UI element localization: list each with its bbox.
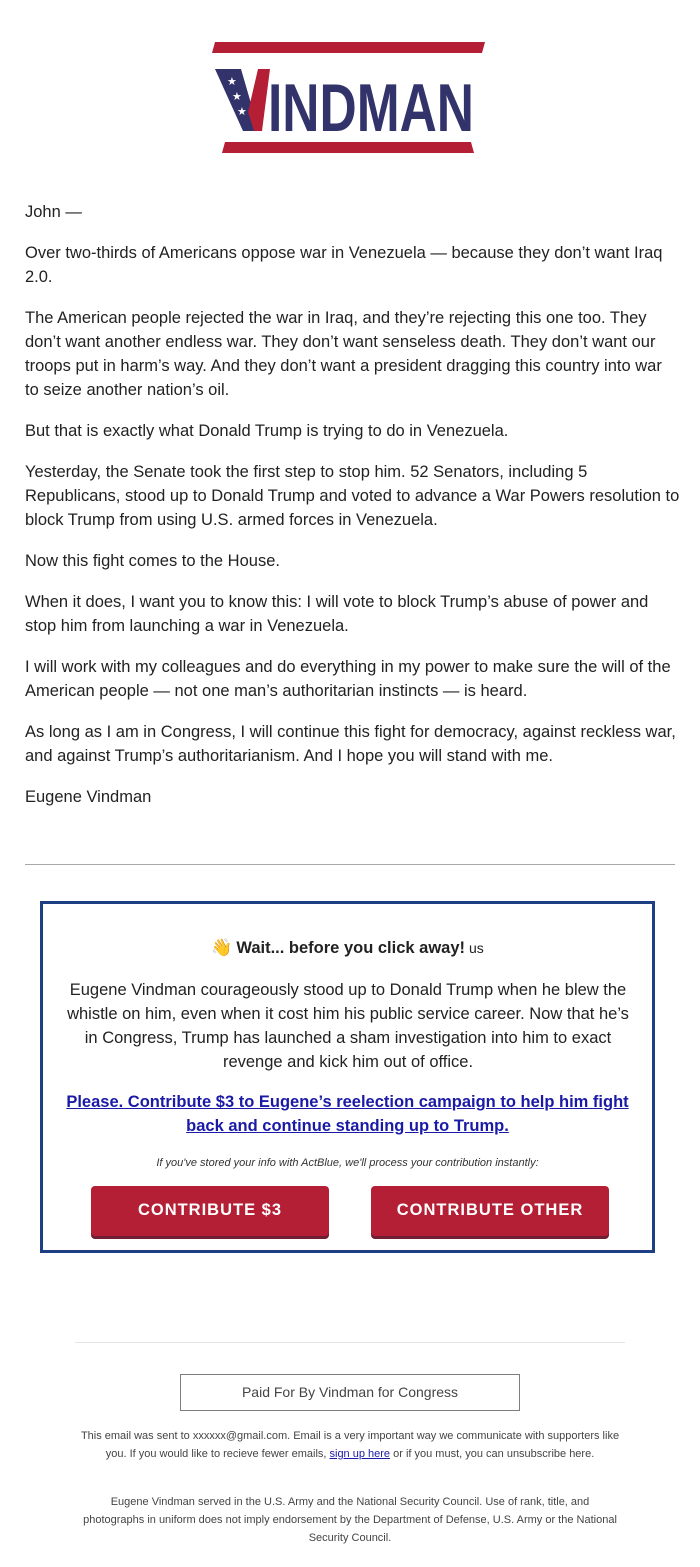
star-icon: ★ (227, 75, 237, 88)
logo-header (0, 40, 700, 160)
letter-body (25, 200, 680, 826)
footer-disclaimer: Eugene Vindman served in the U.S. Army and the National Security Council. Use of rank, title, and photographs in uniform does not imply endorsement by the Department of Defense, U.S. Army or the National Security Council. (83, 1496, 617, 1544)
star-icon: ★ (237, 105, 247, 118)
paid-for-box: Paid For By Vindman for Congress (180, 1374, 520, 1411)
footer-email-notice (80, 1427, 620, 1463)
letter-paragraph: I will work with my colleagues and do everything in my power to make sure the will of the American people — not one man’s authoritarian instincts — is heard. (25, 658, 671, 700)
donate-heading-text: Wait... before you click away! (236, 939, 465, 957)
greeting: John — (25, 203, 82, 221)
letter-paragraph: Now this fight comes to the House. (25, 552, 280, 570)
letter-paragraph: The American people rejected the war in Iraq, and they’re rejecting this one too. They don’t want another endless war. They don’t want senseless death. They don’t want our troops put in harm’s way. And they don’t want a president dragging this country into war to seize another nation’s oil. (25, 309, 662, 399)
logo-wordmark: INDMAN (268, 70, 474, 146)
footer-sent-to-suffix: or if you must, you can unsubscribe here. (390, 1448, 595, 1460)
star-icon: ★ (232, 90, 242, 103)
letter-paragraph: Over two-thirds of Americans oppose war in Venezuela — because they don’t want Iraq 2.0. (25, 244, 663, 286)
actblue-note: If you've stored your info with ActBlue, we'll process your contribution instantly: (156, 1157, 539, 1169)
donate-box (40, 901, 655, 1253)
vindman-logo (212, 40, 488, 155)
donate-body-text: Eugene Vindman courageously stood up to Donald Trump when he blew the whistle on him, even when it cost him his public service career. Now that he’s in Congress, Trump has launched a sham investigation into him to exact revenge and kick him out of office. (67, 981, 629, 1071)
donate-heading-suffix: us (469, 940, 484, 956)
letter-paragraph: As long as I am in Congress, I will continue this fight for democracy, against reckless war, and against Trump’s authoritarianism. And I hope you will stand with me. (25, 723, 676, 765)
contribute-link[interactable]: Please. Contribute $3 to Eugene’s reelection campaign to help him fight back and continue standing up to Trump. (66, 1093, 629, 1135)
section-divider (25, 864, 675, 865)
logo-top-stripe (212, 42, 485, 53)
logo-v-right-arm (248, 69, 270, 131)
signature: Eugene Vindman (25, 788, 152, 806)
footer-sent-to-prefix: This email was sent to (80, 1430, 193, 1442)
letter-paragraph: When it does, I want you to know this: I will vote to block Trump’s abuse of power and stop him from launching a war in Venezuela. (25, 593, 649, 635)
contribute-other-button[interactable]: CONTRIBUTE OTHER (371, 1186, 609, 1236)
footer-sent-to-middle: . Email is a very important way we communicate with supporters like you. If you would like to recieve fewer emails, (105, 1430, 620, 1460)
recipient-email: xxxxxx@gmail.com (192, 1430, 288, 1442)
letter-paragraph: Yesterday, the Senate took the first step to stop him. 52 Senators, including 5 Republicans, stood up to Donald Trump and voted to advance a War Powers resolution to block Trump from using U.S. armed forces in Venezuela. (25, 463, 680, 529)
waving-hand-icon: 👋 (211, 938, 233, 957)
footer-divider (75, 1342, 625, 1343)
donate-heading (43, 936, 652, 960)
letter-paragraph: But that is exactly what Donald Trump is trying to do in Venezuela. (25, 422, 509, 440)
sign-up-link[interactable]: sign up here (329, 1448, 391, 1460)
contribute-3-button[interactable]: CONTRIBUTE $3 (91, 1186, 329, 1236)
